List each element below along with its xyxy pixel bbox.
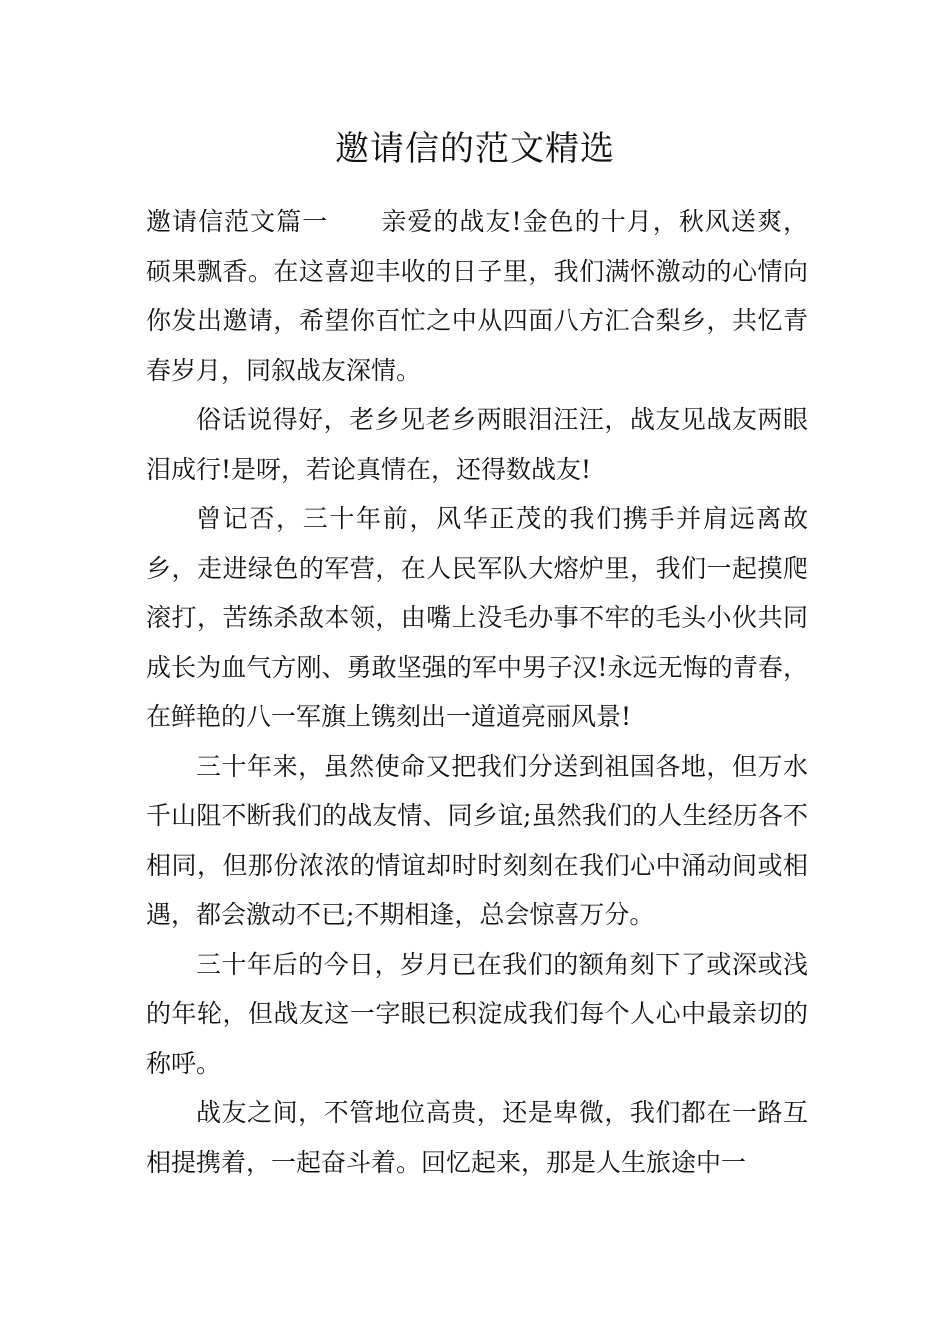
paragraph-3: 曾记否，三十年前，风华正茂的我们携手并肩远离故乡，走进绿色的军营，在人民军队大熔炉里，我们一起摸爬滚打，苦练杀敌本领，由嘴上没毛办事不牢的毛头小伙共同成长为血气方刚、勇敢坚强的军中男子汉!永远无悔的青春，在鲜艳的八一军旗上镌刻出一道道亮丽风景!: [146, 504, 808, 731]
paragraph-2: 俗话说得好，老乡见老乡两眼泪汪汪，战友见战友两眼泪成行!是呀，若论真情在，还得数战友!: [146, 405, 808, 484]
paragraph-6: 战友之间，不管地位高贵，还是卑微，我们都在一路互相提携着，一起奋斗着。回忆起来，那是人生旅途中一: [146, 1098, 808, 1177]
paragraph-1-text: 亲爱的战友!金色的十月，秋风送爽，硕果飘香。在这喜迎丰收的日子里，我们满怀激动的心情向你发出邀请，希望你百忙之中从四面八方汇合梨乡，共忆青春岁月，同叙战友深情。: [146, 207, 808, 385]
document-body: [146, 197, 808, 1187]
paragraph-5: 三十年后的今日，岁月已在我们的额角刻下了或深或浅的年轮，但战友这一字眼已积淀成我们每个人心中最亲切的称呼。: [146, 949, 808, 1078]
document-title: 邀请信的范文精选: [335, 129, 615, 169]
paragraph-1: [146, 197, 808, 395]
paragraph-4: 三十年来，虽然使命又把我们分送到祖国各地，但万水千山阻不断我们的战友情、同乡谊;虽然我们的人生经历各不相同，但那份浓浓的情谊却时时刻刻在我们心中涌动间或相遇，都会激动不已;不期相逢，总会惊喜万分。: [146, 751, 808, 929]
section-heading: 邀请信范文篇一: [146, 207, 329, 236]
